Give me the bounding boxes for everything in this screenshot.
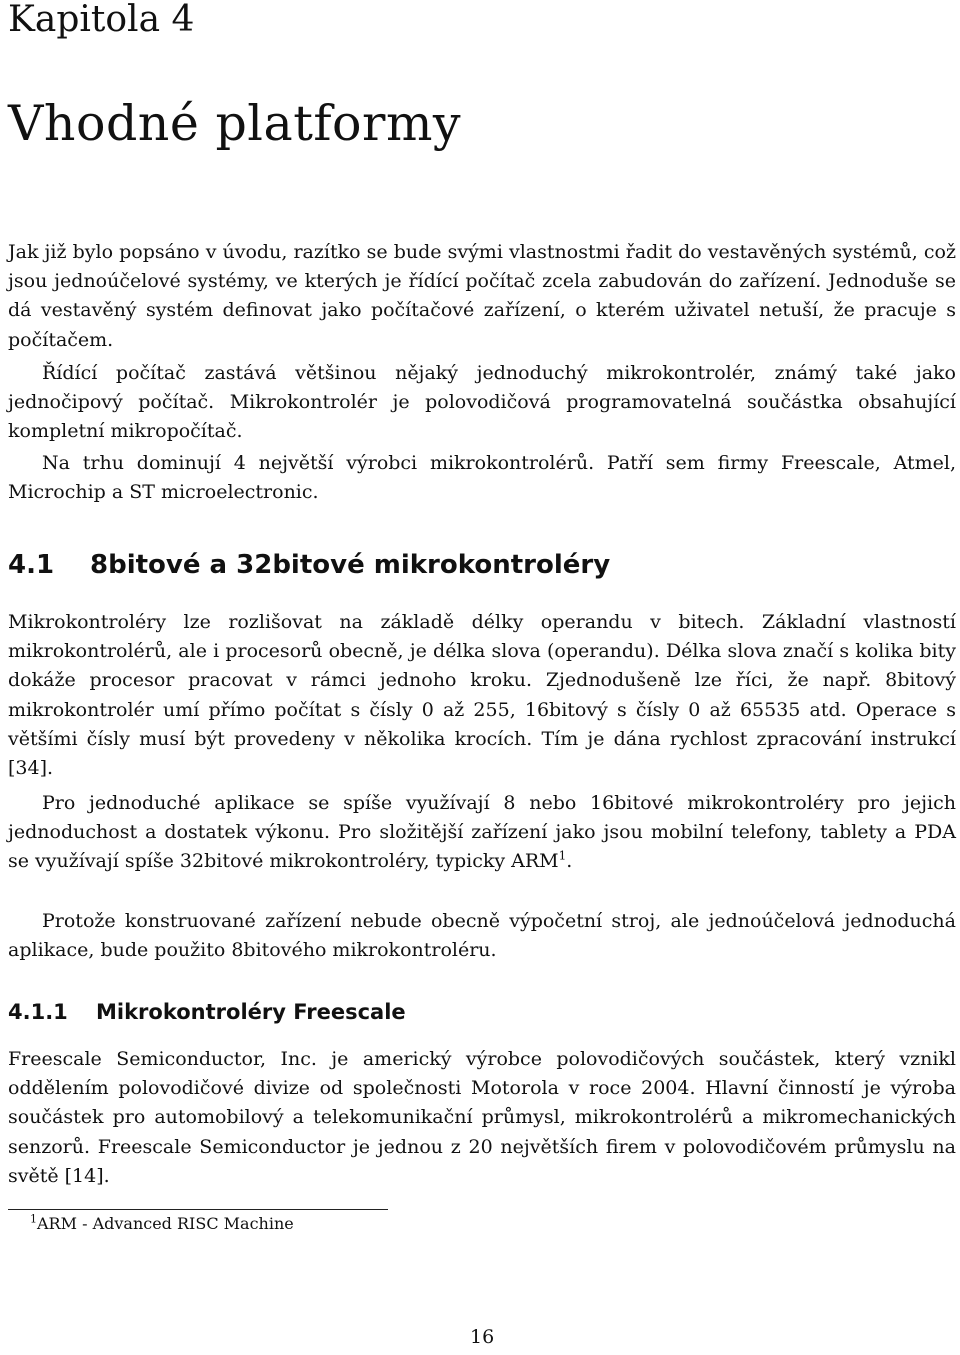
footnote-reference: 1 (558, 849, 567, 864)
subsection-heading-4-1-1 (8, 998, 406, 1026)
intro-paragraph-2: Řídící počítač zastává většinou nějaký jednoduchý mikrokontrolér, známý také jako jednočipový počítač. Mikrokontrolér je polovodičová programovatelná součástka obsahující kompletní mikropočítač. (8, 362, 956, 443)
subsection-4-1-1-paragraph-1: Freescale Semiconductor, Inc. je americký výrobce polovodičových součástek, který vznikl oddělením polovodičové divize od společnosti Motorola v roce 2004. Hlavní činností je výroba součástek pro automobilový a telekomunikační průmysl, mikrokontrolérů a mikromechanických senzorů. Freescale Semiconductor je jednou z 20 největších firem v polovodičovém průmyslu na světě [14]. (8, 1048, 956, 1187)
subsection-number: 4.1.1 (8, 1000, 68, 1024)
chapter-title: Vhodné platformy (8, 95, 462, 152)
document-page (8, 0, 958, 1355)
section-4-1-paragraph-3: Protože konstruované zařízení nebude obecně výpočetní stroj, ale jednoúčelová jednoduchá aplikace, bude použito 8bitového mikrokontroléru. (8, 910, 956, 962)
intro-paragraph-1: Jak již bylo popsáno v úvodu, razítko se bude svými vlastnostmi řadit do vestavěných systémů, což jsou jednoúčelové systémy, ve kterých je řídící počítač zcela zabudován do zařízení. Jednoduše se dá vestavěný systém definovat jako počítačové zařízení, o kterém uživatel netuší, že pracuje s počítačem. (8, 241, 956, 351)
section-title: 8bitové a 32bitové mikrokontroléry (90, 550, 611, 580)
section-4-1-paragraph-1: Mikrokontroléry lze rozlišovat na základě délky operandu v bitech. Základní vlastností mikrokontrolérů, ale i procesorů obecně, je délka slova (operandu). Délka slova značí s kolika bity dokáže procesor pracovat v rámci jednoho kroku. Zjednodušeně lze říci, že např. 8bitový mikrokontrolér umí přímo počítat s čísly 0 až 255, 16bitový s čísly 0 až 65535 atd. Operace s většími čísly musí být provedeny v několika krocích. Tím je dána rychlost zpracování instrukcí [34]. (8, 611, 956, 780)
footnote-separator (8, 1209, 388, 1210)
footnote-mark: 1 (30, 1212, 37, 1226)
subsection-title: Mikrokontroléry Freescale (96, 1000, 406, 1024)
footnote (30, 1212, 294, 1236)
paragraph-end: . (566, 850, 573, 873)
section-4-1-paragraph-2 (8, 789, 956, 877)
footnote-text: ARM - Advanced RISC Machine (37, 1214, 294, 1233)
section-heading-4-1 (8, 549, 610, 581)
page-number: 16 (470, 1326, 495, 1348)
section-number: 4.1 (8, 550, 55, 580)
intro-paragraph-3: Na trhu dominují 4 největší výrobci mikrokontrolérů. Patří sem firmy Freescale, Atmel, Microchip a ST microelectronic. (8, 452, 956, 504)
paragraph-text: Pro jednoduché aplikace se spíše využívají 8 nebo 16bitové mikrokontroléry pro jejich jednoduchost a dostatek výkonu. Pro složitější zařízení jako jsou mobilní telefony, tablety a PDA se využívají spíše 32bitové mikrokontroléry, typicky ARM (8, 792, 956, 873)
chapter-label: Kapitola 4 (8, 0, 195, 40)
